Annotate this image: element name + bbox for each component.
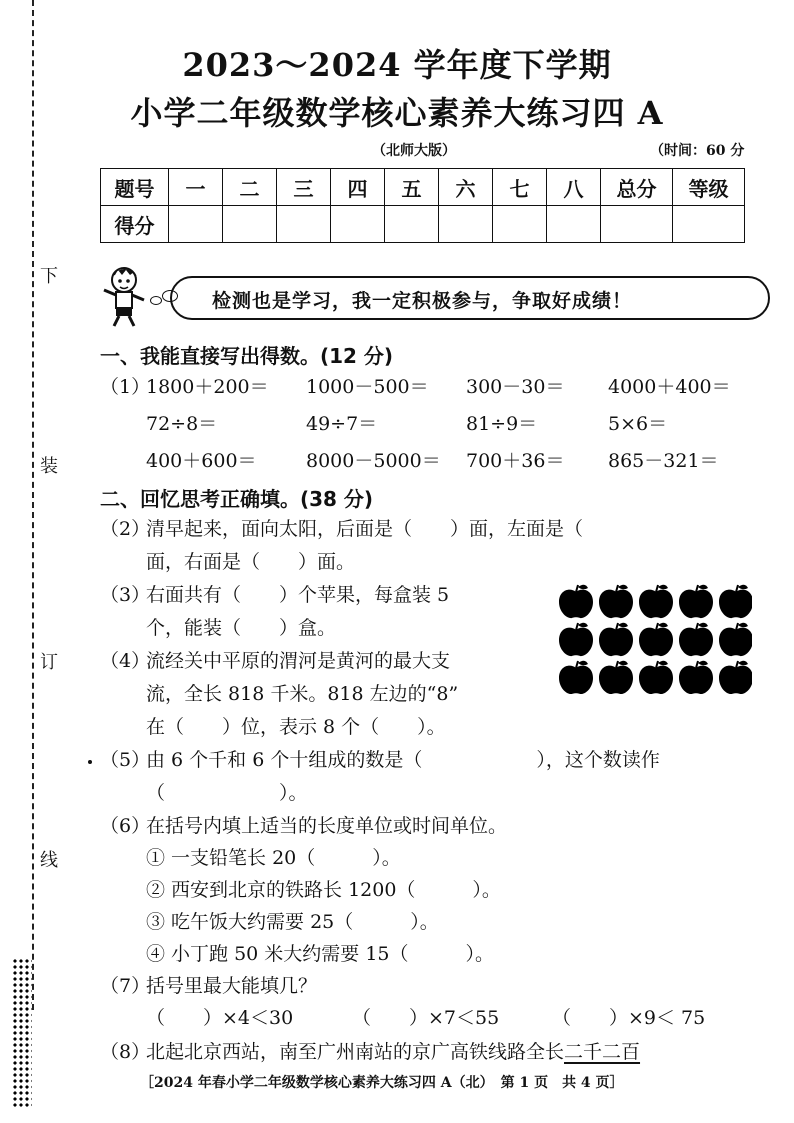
calc-item: 72÷8＝: [146, 413, 218, 435]
score-header-cell: 等级: [673, 169, 745, 206]
apple-icon: [679, 623, 713, 656]
apple-icon: [719, 661, 752, 694]
apple-icon: [679, 661, 713, 694]
q6-item: ③ 吃午饭大约需要 25（ ）。: [146, 911, 439, 933]
score-blank-cell[interactable]: [493, 206, 547, 243]
q7-item: （ ）×9＜ 75: [552, 1007, 706, 1029]
section2-title: 二、回忆思考正确填。(38 分): [100, 487, 374, 511]
q2-line2: 面，右面是（ ）面。: [146, 551, 356, 573]
q7-item: （ ）×7＜55: [352, 1007, 500, 1029]
apple-icon: [599, 585, 633, 618]
calc-item: 1800＋200＝: [146, 376, 269, 398]
score-blank-cell[interactable]: [439, 206, 493, 243]
calc-item: 1000－500＝: [306, 376, 429, 398]
exam-title-line1: 2023～2024 学年度下学期: [182, 46, 612, 84]
apple-icon: [639, 661, 673, 694]
apple-icon: [599, 661, 633, 694]
apple-icon: [559, 585, 593, 618]
calc-item: 700＋36＝: [466, 450, 565, 472]
calc-item: 5×6＝: [608, 413, 668, 435]
stray-dot: [88, 760, 92, 764]
score-table-header-row: [101, 169, 745, 206]
apple-icon: [719, 585, 752, 618]
score-header-cell: 总分: [601, 169, 673, 206]
q5-line1: 由 6 个千和 6 个十组成的数是（ ），这个数读作: [146, 749, 660, 771]
apple-grid-icon: [556, 580, 752, 694]
apple-icon: [559, 623, 593, 656]
apple-icon: [559, 661, 593, 694]
calc-item: 81÷9＝: [466, 413, 538, 435]
apple-illustration: [556, 580, 752, 694]
edition-label: （北师大版）: [372, 143, 456, 159]
margin-char-ding: 订: [38, 648, 60, 674]
apple-icon: [639, 623, 673, 656]
score-blank-cell[interactable]: [385, 206, 439, 243]
q6-item: ② 西安到北京的铁路长 1200（ ）。: [146, 879, 501, 901]
question-number: （3）: [100, 584, 151, 606]
question-number: （5）: [100, 749, 151, 771]
score-header-cell: 八: [547, 169, 601, 206]
score-blank-cell[interactable]: [223, 206, 277, 243]
question-number: （7）: [100, 975, 151, 997]
q6-item: ① 一支铅笔长 20（ ）。: [146, 847, 401, 869]
calc-item: 865－321＝: [608, 450, 719, 472]
score-blank-cell[interactable]: [673, 206, 745, 243]
q8-text: 北起北京西站，南至广州南站的京广高铁线路全长: [146, 1041, 565, 1063]
q8-line1: [146, 1037, 766, 1064]
q3-line2: 个，能装（ ）盒。: [146, 617, 337, 639]
score-header-cell: 三: [277, 169, 331, 206]
calc-item: 49÷7＝: [306, 413, 378, 435]
margin-char-xian: 线: [38, 846, 60, 872]
q4-line3: 在（ ）位，表示 8 个（ ）。: [146, 716, 446, 738]
score-row-label: 得分: [101, 206, 169, 243]
score-header-cell: 题号: [101, 169, 169, 206]
calc-item: 8000－5000＝: [306, 450, 441, 472]
question-number: （4）: [100, 650, 151, 672]
q3-line1: 右面共有（ ）个苹果，每盒装 5: [146, 584, 450, 606]
exam-title-line2: 小学二年级数学核心素养大练习四 A: [130, 94, 664, 132]
apple-icon: [639, 585, 673, 618]
q7-item: （ ）×4＜30: [146, 1007, 294, 1029]
apple-icon: [679, 585, 713, 618]
score-blank-cell[interactable]: [169, 206, 223, 243]
motto-text: 检测也是学习，我一定积极参与，争取好成绩！: [212, 290, 633, 312]
page-footer: ［2024 年春小学二年级数学核心素养大练习四 A（北） 第 1 页 共 4 页］: [140, 1075, 624, 1091]
q5-line2: （ ）。: [146, 782, 308, 804]
q4-line1: 流经关中平原的渭河是黄河的最大支: [146, 650, 451, 672]
q8-underlined-text: 二千二百: [564, 1041, 641, 1063]
score-blank-cell[interactable]: [277, 206, 331, 243]
time-label: （时间：60 分: [650, 143, 745, 159]
cartoon-boy-icon: [100, 264, 150, 328]
calc-item: 4000＋400＝: [608, 376, 731, 398]
score-blank-cell[interactable]: [331, 206, 385, 243]
margin-hatch-pattern: [12, 958, 32, 1108]
calc-item: 300－30＝: [466, 376, 565, 398]
question-number: （8）: [100, 1041, 151, 1063]
margin-char-zhuang: 装: [38, 452, 60, 478]
question-number: （2）: [100, 518, 151, 540]
margin-char-xia: 下: [38, 262, 60, 288]
binding-dashed-line: [32, 0, 34, 1010]
section1-title: 一、我能直接写出得数。(12 分): [100, 344, 394, 368]
question-number: （1）: [100, 376, 151, 398]
score-table-score-row: [101, 206, 745, 243]
q2-line1: 清早起来，面向太阳，后面是（ ）面，左面是（: [146, 518, 584, 540]
score-blank-cell[interactable]: [601, 206, 673, 243]
score-table: [100, 168, 745, 243]
score-header-cell: 二: [223, 169, 277, 206]
q6-line1: 在括号内填上适当的长度单位或时间单位。: [146, 815, 508, 837]
bubble-dot-small: [150, 296, 162, 305]
apple-icon: [599, 623, 633, 656]
q4-line2: 流，全长 818 千米。818 左边的“8”: [146, 683, 459, 705]
score-header-cell: 五: [385, 169, 439, 206]
score-header-cell: 一: [169, 169, 223, 206]
q7-line1: 括号里最大能填几？: [146, 975, 318, 997]
question-number: （6）: [100, 815, 151, 837]
score-header-cell: 四: [331, 169, 385, 206]
score-header-cell: 七: [493, 169, 547, 206]
score-header-cell: 六: [439, 169, 493, 206]
q6-item: ④ 小丁跑 50 米大约需要 15（ ）。: [146, 943, 495, 965]
calc-item: 400＋600＝: [146, 450, 257, 472]
score-blank-cell[interactable]: [547, 206, 601, 243]
apple-icon: [719, 623, 752, 656]
